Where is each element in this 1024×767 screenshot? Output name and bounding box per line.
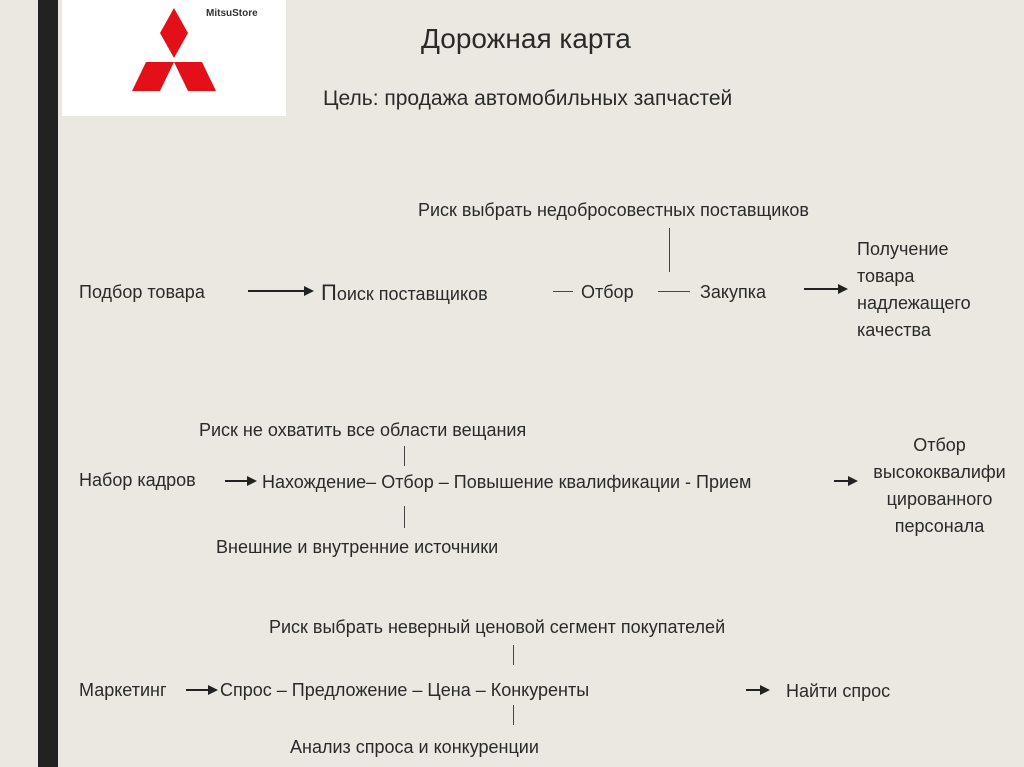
row2-sources-label: Внешние и внутренние источники	[216, 537, 499, 557]
row3-arrow-1	[186, 683, 220, 697]
row1-connector-1	[553, 291, 573, 292]
row1-result-line-3: надлежащего	[857, 293, 971, 313]
row2-risk-label: Риск не охватить все области вещания	[199, 420, 527, 440]
row1-step-selection: Отбор	[581, 282, 634, 302]
row1-connector-2	[658, 291, 690, 292]
row1-step-search-first-letter: П	[321, 280, 337, 305]
row1-arrow-1	[248, 284, 316, 298]
row1-arrow-2	[804, 282, 850, 296]
row2-arrow-1	[225, 474, 259, 488]
row3-risk-connector	[513, 645, 514, 665]
row1-step-purchase: Закупка	[700, 282, 766, 302]
row3-risk-label: Риск выбрать неверный ценовой сегмент покупателей	[269, 617, 726, 637]
row2-risk-connector	[404, 446, 405, 466]
brand-name: MitsuStore	[206, 8, 258, 19]
row2-result-line-1: Отбор	[913, 435, 966, 455]
row1-result-line-2: товара	[857, 266, 915, 286]
row1-step-search-suppliers	[321, 282, 488, 305]
row2-start-node: Набор кадров	[79, 470, 196, 490]
row3-arrow-2	[746, 683, 772, 697]
row2-result	[862, 432, 1017, 540]
row2-arrow-2	[834, 474, 860, 488]
row3-result: Найти спрос	[786, 681, 891, 701]
row1-result	[857, 236, 1007, 344]
row1-start-node: Подбор товара	[79, 282, 205, 302]
row2-result-line-3: цированного	[886, 489, 993, 509]
goal-statement: Цель: продажа автомобильных запчастей	[323, 87, 733, 110]
row1-step-search-rest: оиск поставщиков	[336, 284, 488, 304]
row2-process-chain: Нахождение– Отбор – Повышение квалификации - Прием	[262, 472, 752, 492]
row1-risk-connector	[669, 228, 670, 272]
logo-panel	[62, 0, 286, 116]
left-accent-bar	[38, 0, 58, 767]
row1-result-line-4: качества	[857, 320, 931, 340]
row1-result-line-1: Получение	[857, 239, 949, 259]
row3-analysis-label: Анализ спроса и конкуренции	[290, 737, 539, 757]
row3-process-chain: Спрос – Предложение – Цена – Конкуренты	[220, 680, 590, 700]
row2-result-line-4: персонала	[894, 516, 985, 536]
row2-sources-connector	[404, 506, 405, 528]
row3-start-node: Маркетинг	[79, 680, 167, 700]
page-title: Дорожная карта	[421, 23, 631, 54]
row1-risk-label: Риск выбрать недобросовестных поставщиков	[418, 200, 809, 220]
row2-result-line-2: высококвалифи	[873, 462, 1006, 482]
row3-analysis-connector	[513, 705, 514, 725]
